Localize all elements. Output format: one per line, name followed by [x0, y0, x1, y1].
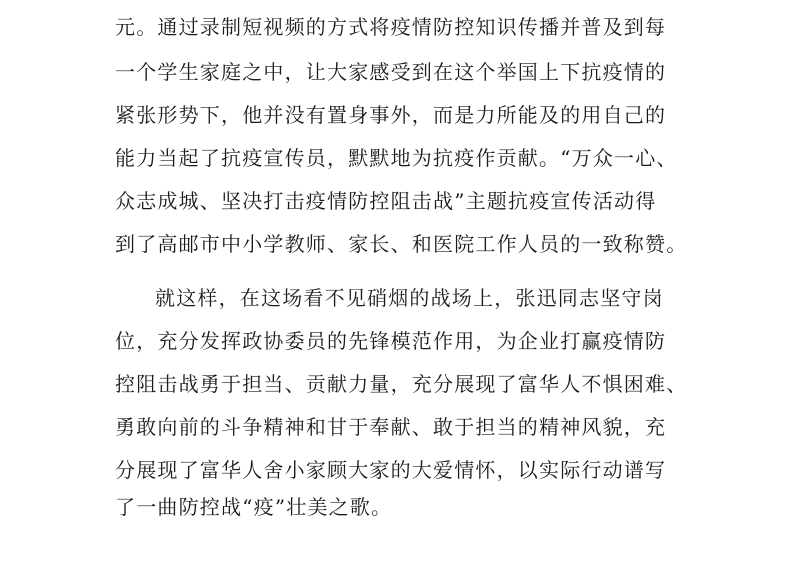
paragraph-2-line-2: 位，充分发挥政协委员的先锋模范作用，为企业打赢疫情防 — [115, 329, 667, 353]
paragraph-1-line-1: 元。通过录制短视频的方式将疫情防控知识传播并普及到每 — [115, 15, 667, 39]
paragraph-2-line-6: 了一曲防控战“疫”壮美之歌。 — [115, 495, 393, 519]
paragraph-2-line-5: 分展现了富华人舍小家顾大家的大爱情怀，以实际行动谱写 — [115, 458, 667, 482]
paragraph-1-line-6: 到了高邮市中小学教师、家长、和医院工作人员的一致称赞。 — [115, 232, 688, 256]
paragraph-1-line-5: 众志成城、坚决打击疫情防控阻击战”主题抗疫宣传活动得 — [115, 189, 657, 213]
paragraph-1-line-4: 能力当起了抗疫宣传员，默默地为抗疫作贡献。“万众一心、 — [115, 146, 678, 170]
paragraph-2-line-3: 控阻击战勇于担当、贡献力量，充分展现了富华人不惧困难、 — [115, 372, 688, 396]
paragraph-1-line-3: 紧张形势下，他并没有置身事外，而是力所能及的用自己的 — [115, 103, 667, 127]
paragraph-2-line-4: 勇敢向前的斗争精神和甘于奉献、敢于担当的精神风貌，充 — [115, 415, 667, 439]
paragraph-2-line-1: 就这样，在这场看不见硝烟的战场上，张迅同志坚守岗 — [155, 286, 664, 310]
paragraph-1-line-2: 一个学生家庭之中，让大家感受到在这个举国上下抗疫情的 — [115, 60, 667, 84]
